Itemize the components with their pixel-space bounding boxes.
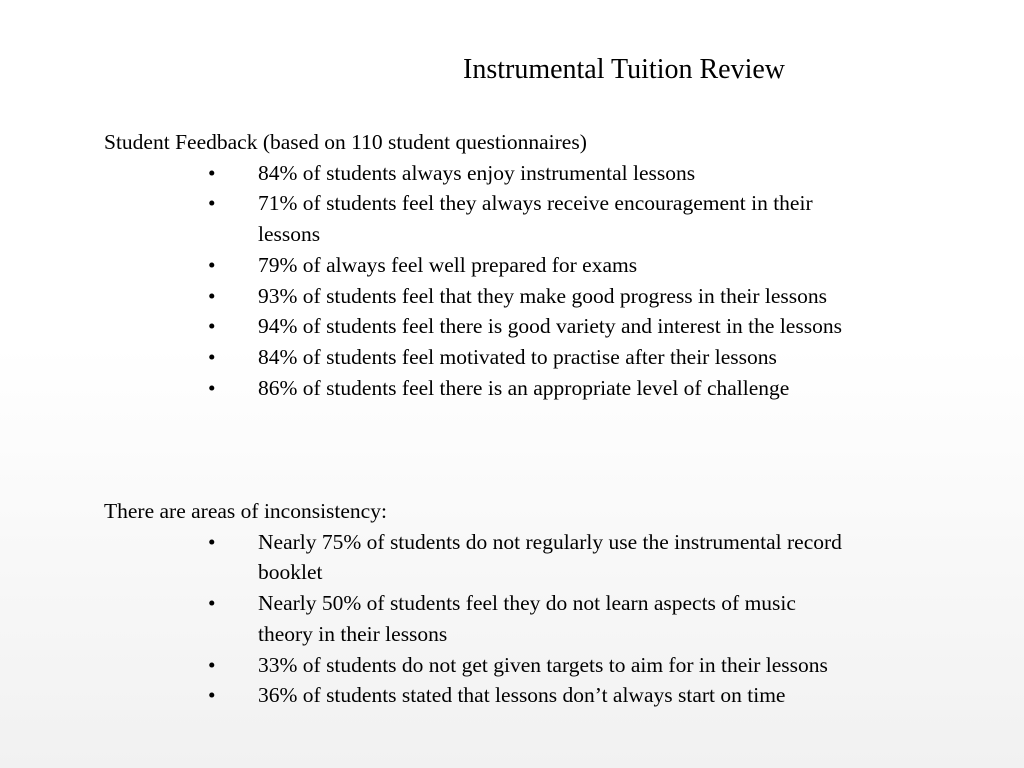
list-item-text: 79% of always feel well prepared for exams: [258, 252, 638, 277]
student-feedback-heading: Student Feedback (based on 110 student questionnaires): [104, 130, 587, 154]
bullet-icon: •: [208, 344, 216, 369]
bullet-icon: •: [208, 160, 216, 185]
bullet-icon: •: [208, 314, 216, 339]
inconsistency-list: [104, 527, 924, 711]
list-item-text: 71% of students feel they always receive encouragement in their lessons: [258, 191, 813, 247]
list-item: [104, 342, 777, 373]
list-item-text: 36% of students stated that lessons don’t always start on time: [258, 683, 786, 708]
list-item: [104, 250, 738, 281]
bullet-icon: •: [208, 191, 216, 216]
student-feedback-list: [104, 158, 924, 404]
inconsistency-heading: There are areas of inconsistency:: [104, 499, 387, 523]
list-item: [104, 188, 813, 249]
bullet-icon: •: [208, 252, 216, 277]
list-item-text: 94% of students feel there is good variety and interest in the lessons: [258, 314, 842, 339]
inconsistency-section: [104, 496, 924, 711]
list-item: [104, 680, 786, 711]
list-item: [104, 281, 828, 312]
bullet-icon: •: [208, 529, 216, 554]
list-item: [104, 588, 796, 649]
student-feedback-section: [104, 127, 924, 403]
list-item: [104, 650, 828, 681]
list-item-text: 93% of students feel that they make good progress in their lessons: [258, 283, 828, 308]
list-item-text: 86% of students feel there is an appropriate level of challenge: [258, 375, 790, 400]
bullet-icon: •: [208, 283, 216, 308]
list-item-text: Nearly 50% of students feel they do not learn aspects of music theory in their lessons: [258, 591, 796, 646]
list-item: [104, 527, 842, 588]
list-item-text: 84% of students feel motivated to practise after their lessons: [258, 344, 777, 369]
bullet-icon: •: [208, 375, 216, 400]
list-item: [104, 311, 842, 342]
list-item-text: Nearly 75% of students do not regularly use the instrumental record booklet: [258, 529, 842, 585]
bullet-icon: •: [208, 652, 216, 677]
list-item: [104, 158, 738, 189]
list-item-text: 84% of students always enjoy instrumental lessons: [258, 160, 696, 185]
list-item-text: 33% of students do not get given targets to aim for in their lessons: [258, 652, 828, 677]
bullet-icon: •: [208, 683, 216, 708]
bullet-icon: •: [208, 591, 216, 616]
list-item: [104, 373, 790, 404]
slide-title: Instrumental Tuition Review: [463, 54, 785, 85]
